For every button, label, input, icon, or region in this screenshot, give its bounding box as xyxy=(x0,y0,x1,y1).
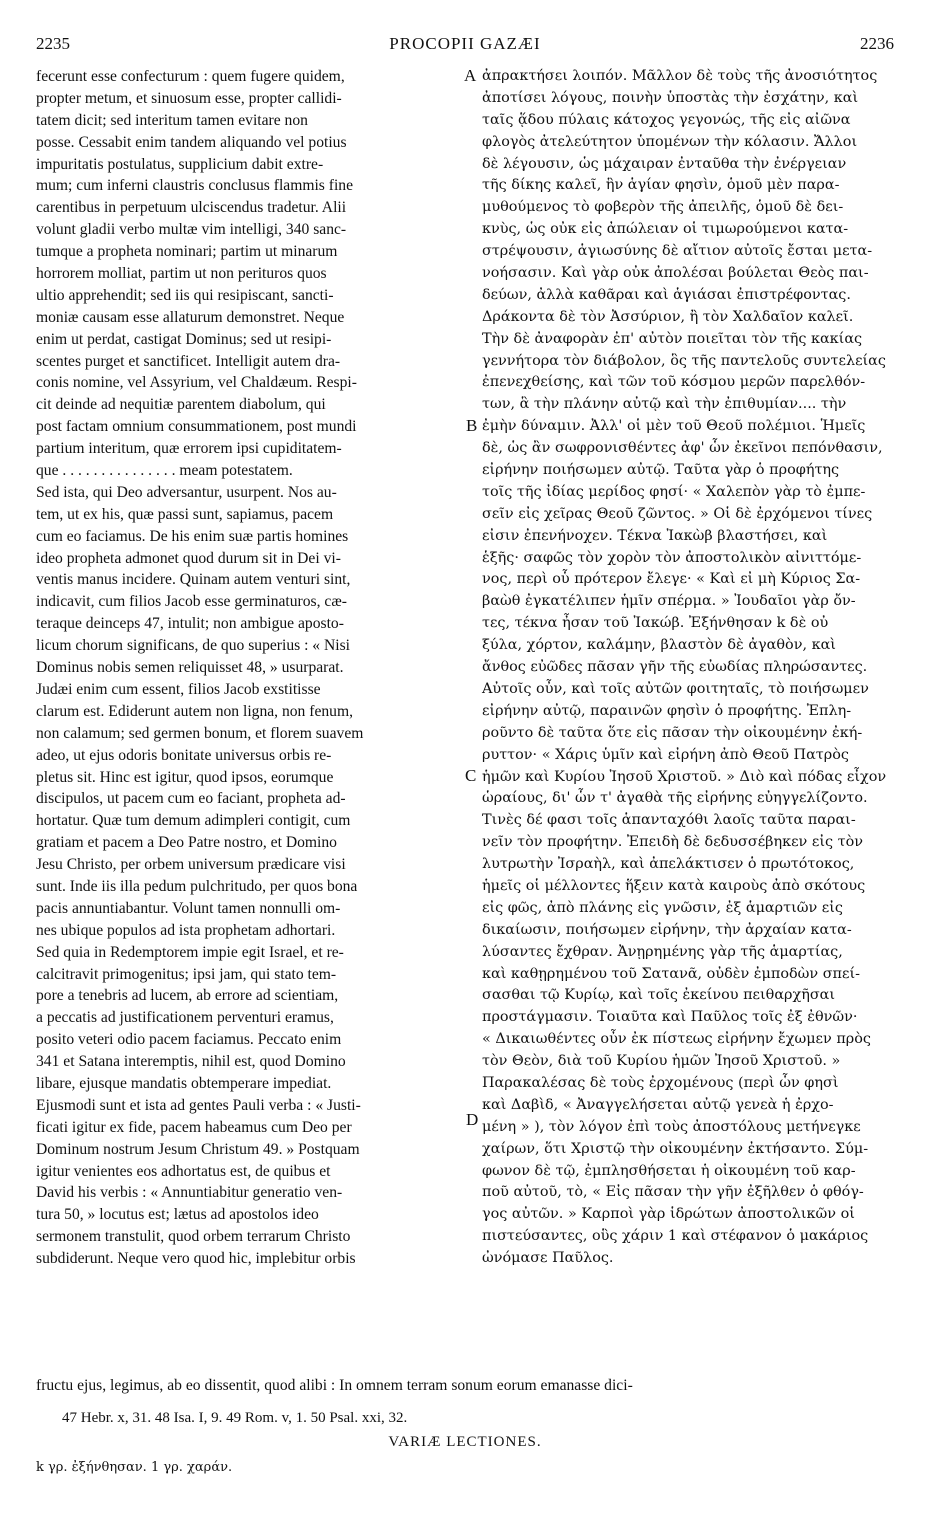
latin-text-line: Jesu Christo, per orbem universum prædicare visi xyxy=(36,856,346,874)
greek-text-line: Τινὲς δέ φασι τοῖς ἁπανταχόθι λαοῖς ταῦτα παραι- xyxy=(482,812,856,829)
latin-text-line: moniæ causam esse allaturum demonstret. Neque xyxy=(36,308,345,326)
latin-text-line: horrorem molliat, partim ut non perituros quos xyxy=(36,265,327,283)
latin-text-line: licum chorum significans, de quo superius : « Nisi xyxy=(36,637,350,655)
latin-text-line: posito veteri odio pacem faciamus. Peccato enim xyxy=(36,1031,342,1049)
greek-text-line: δικαίωσιν, ποιήσωμεν εἰρήνην, τὴν ἀρχαίαν κατα- xyxy=(482,921,852,938)
latin-text-line: sunt. Inde iis illa pedum pulchritudo, per quos bona xyxy=(36,877,358,895)
greek-text-line: ὠνόμασε Παῦλος. xyxy=(482,1250,614,1267)
latin-text-line: que . . . . . . . . . . . . . . . meam potestatem. xyxy=(36,462,293,480)
greek-text-line: ταῖς ᾅδου πύλαις κάτοχος γεγονώς, τῆς εἰς αἰῶνα xyxy=(482,111,851,128)
latin-text-line: Dominus nobis semen reliquisset 48, » usurparat. xyxy=(36,659,344,677)
greek-text-line: ἀπρακτήσει λοιπόν. Μᾶλλον δὲ τοὺς τῆς ἀνοσιότητος xyxy=(482,68,878,84)
greek-text-line: ποῦ αὐτοῦ, τὸ, « Εἰς πᾶσαν τὴν γῆν ἐξῆλθεν ὁ φθόγ- xyxy=(482,1184,864,1201)
latin-text-line: volunt gladii verbo multæ vim intelligi, 340 sanc- xyxy=(36,221,347,239)
latin-text-line: calcitravit primogenitus; ipsi jam, qui stato tem- xyxy=(36,965,337,983)
greek-text-line: στρέψουσιν, ἁγιωσύνης δὲ αἴτιον αὐτοῖς ἔσται μετα- xyxy=(482,243,873,260)
latin-text-line: subdiderunt. Neque vero quod hic, implebitur orbis xyxy=(36,1250,356,1268)
latin-text-line: cit deinde ad nequitiæ parentem diabolum, qui xyxy=(36,396,326,414)
latin-text-line: 341 et Satana interemptis, nihil est, quod Domino xyxy=(36,1053,346,1071)
latin-text-line: libare, ejusque mandatis obtemperare impediat. xyxy=(36,1074,332,1092)
greek-text-line: εἰρήνην ποιήσωμεν αὐτῷ. Ταῦτα γὰρ ὁ προφήτης xyxy=(482,462,840,479)
latin-text-line: tem, ut ex his, quæ passi sunt, sapiamus, pacem xyxy=(36,505,334,523)
latin-text-line: David his verbis : « Annuntiabitur generatio ven- xyxy=(36,1184,343,1202)
closing-line: fructu ejus, legimus, ab eo dissentit, quod alibi : In omnem terram sonum eorum emanasse dici- xyxy=(36,1377,633,1394)
footnotes: 47 Hebr. x, 31. 48 Isa. I, 9. 49 Rom. v, 1. 50 Psal. xxi, 32. xyxy=(62,1410,408,1426)
latin-text-line: discipulos, ut pacem cum eo faciant, propheta ad- xyxy=(36,790,346,808)
greek-text-line: νος, περὶ οὗ πρότερον ἔλεγε· « Καὶ εἰ μὴ Κύριος Σα- xyxy=(482,571,861,588)
greek-text-line: κνὺς, ὡς οὐκ εἰς ἀπώλειαν οἱ τιμωρούμενοι κατα- xyxy=(482,221,849,238)
variae-lectiones-heading: VARIÆ LECTIONES. xyxy=(388,1434,542,1450)
running-header xyxy=(36,34,894,58)
latin-text-line: adeo, ut ejus odoris bonitate universus orbis re- xyxy=(36,746,332,764)
greek-text-line: ἑξῆς· σαφῶς τὸν χορὸν τὸν ἀποστολικὸν αἰνιττόμε- xyxy=(482,549,862,566)
latin-text-line: igitur venientes eos adhortatus est, de quibus et xyxy=(36,1162,331,1180)
greek-text-line: μένη » ), τὸν λόγον ἐπὶ τοὺς ἀποστόλους μετήνεγκε xyxy=(482,1118,861,1135)
latin-text-line: pacis annuntiabantur. Volunt tamen nonnulli om- xyxy=(36,899,341,917)
margin-letter-b: B xyxy=(466,416,478,435)
latin-text-line: conis nomine, vel Assyrium, vel Chaldæum. Respi- xyxy=(36,374,357,392)
greek-text-line: ἀποτίσει λόγους, ποινὴν ὑποστὰς τὴν ἐσχάτην, καὶ xyxy=(482,89,859,106)
latin-text-line: pore a tenebris ad lucem, ab errore ad scientiam, xyxy=(36,987,339,1005)
greek-text-line: ἐμὴν δύναμιν. Ἀλλ' οἱ μὲν τοῦ Θεοῦ πολέμιοι. Ἡμεῖς xyxy=(482,418,866,435)
latin-text-line: Dominum nostrum Jesum Christum 49. » Postquam xyxy=(36,1140,360,1158)
greek-text-line: ἄνθος εὐῶδες πᾶσαν γῆν τῆς εὐωδίας πληρώσαντες. xyxy=(482,659,868,676)
latin-text-line: non calamum; sed germen bonum, et florem suavem xyxy=(36,724,364,742)
greek-text-line: φωνον δὲ τῷ, ἐμπλησθήσεται ἡ οἰκουμένη τοῦ καρ- xyxy=(482,1162,856,1179)
latin-text-line: tumque a propheta nominari; partim ut minarum xyxy=(36,243,338,261)
greek-text-line: Παρακαλέσας δὲ τοὺς ἐρχομένους (περὶ ὧν φησὶ xyxy=(482,1074,839,1091)
latin-text-line: ficati igitur ex fide, pacem habeamus cum Deo per xyxy=(36,1118,352,1136)
greek-text-line: τῆς δίκης καλεῖ, ἣν ἁγίαν φησὶν, ὁμοῦ μὲν παρα- xyxy=(482,177,840,194)
latin-text-line: indicavit, cum filios Jacob esse germinaturos, cæ- xyxy=(36,593,347,611)
latin-text-line: sermonem transtulit, quod orbem terrarum Christo xyxy=(36,1228,351,1246)
latin-text-line: posse. Cessabit enim tandem aliquando vel potius xyxy=(36,133,347,151)
greek-text-line: ξύλα, χόρτον, καλάμην, βλαστὸν δὲ ἀγαθὸν, καὶ xyxy=(482,637,836,654)
greek-text-line: ὡραίους, δι' ὧν τ' ἀγαθὰ τῆς εἰρήνης εὐηγγελίζοντο. xyxy=(482,790,868,807)
greek-text-line: τες, τέκνα ἦσαν τοῦ Ἰακώβ. Ἐξήνθησαν k δὲ οὐ xyxy=(482,615,829,632)
latin-text-line: a peccatis ad justificationem perventuri eramus, xyxy=(36,1009,334,1027)
greek-text-line: ροῦντο δὲ ταῦτα ὅτε εἰς πᾶσαν τὴν οἰκουμένην ἐκή- xyxy=(482,724,863,741)
greek-text-line: « Δικαιωθέντες οὖν ἐκ πίστεως εἰρήνην ἔχωμεν πρὸς xyxy=(482,1031,871,1048)
latin-text-line: partium interitum, quæ errorem ipsi cupiditatem- xyxy=(36,440,342,458)
greek-text-line: δὲ λέγουσιν, ὡς μάχαιραν ἐνταῦθα τὴν ἐνέργειαν xyxy=(482,155,847,172)
greek-text-line: νοήσασιν. Καὶ γὰρ οὐκ ἀπολέσαι βούλεται Θεὸς παι- xyxy=(482,265,869,282)
greek-text-line: εἰρήνην αὐτῷ, παραινῶν φησὶν ὁ προφήτης. Ἐπλη- xyxy=(482,702,852,719)
greek-text-line: γος αὐτῶν. » Καρποὶ γὰρ ἱδρώτων ἀποστολικῶν οἱ xyxy=(482,1206,855,1223)
greek-text-line: μυθούμενος τὸ φοβερὸν τῆς ἀπειλῆς, ὁμοῦ δὲ δει- xyxy=(482,199,844,216)
greek-text-line: ἡμεῖς οἱ μέλλοντες ἥξειν κατὰ καιροὺς ἀπὸ σκότους xyxy=(482,877,866,894)
greek-text-line: των, ἃ τὴν πλάνην αὐτῷ καὶ τὴν ἐπιθυμίαν.... τὴν xyxy=(482,396,847,413)
greek-text-line: καὶ καθῃρημένου τοῦ Σατανᾶ, οὐδὲν ἐμποδὼν σπεί- xyxy=(482,965,860,982)
latin-text-line: Judæi enim cum essent, filios Jacob exstitisse xyxy=(36,680,321,698)
margin-letter-c: C xyxy=(465,766,477,785)
greek-text-line: ρυττον· « Χάρις ὑμῖν καὶ εἰρήνη ἀπὸ Θεοῦ Πατρὸς xyxy=(482,746,849,763)
latin-text-line: post factam omnium consummationem, post mundi xyxy=(36,418,357,436)
greek-text-line: ἐπενεχθείσης, καὶ τῶν τοῦ κόσμου μερῶν παρελθόν- xyxy=(482,374,866,391)
latin-text-line: tura 50, » locutus est; lætus ad apostolos ideo xyxy=(36,1206,319,1224)
latin-text-line: clarum est. Ediderunt autem non ligna, non fenum, xyxy=(36,702,353,720)
greek-text-line: βαὼθ ἐγκατέλιπεν ἡμῖν σπέρμα. » Ἰουδαῖοι γὰρ ὄν- xyxy=(482,593,856,610)
latin-text-line: ventis manus incidere. Quinam autem venturi sint, xyxy=(36,571,351,589)
greek-text-line: νεῖν τὸν προφήτην. Ἐπειδὴ δὲ δεδυσσέβηκεν εἰς τὸν xyxy=(482,834,863,851)
latin-text-line: Sed quia in Redemptorem impie egit Israel, et re- xyxy=(36,943,344,961)
greek-text-line: λυτρωτὴν Ἰσραὴλ, καὶ ἀπελάκτισεν ὁ πρωτότοκος, xyxy=(482,856,855,873)
greek-text-line: εἰς φῶς, ἀπὸ πλάνης εἰς γνῶσιν, ἐξ ἁμαρτιῶν εἰς xyxy=(482,899,843,916)
greek-text-line: καὶ Δαβὶδ, « Ἀναγγελήσεται αὐτῷ γενεὰ ἡ ἐρχο- xyxy=(482,1096,834,1113)
greek-text-line: σασθαι τῷ Κυρίῳ, καὶ τοῖς ἐκείνου πειθαρχῆσαι xyxy=(482,987,836,1004)
greek-text-line: γεννήτορα τὸν διάβολον, ὃς τῆς παντελοῦς συντελείας xyxy=(482,352,886,369)
greek-text-line: Δράκοντα δὲ τὸν Ἀσσύριον, ἢ τὸν Χαλδαῖον καλεῖ. xyxy=(482,308,854,325)
margin-letter-d: D xyxy=(466,1110,479,1129)
variae-lectiones: k γρ. ἐξήνθησαν. 1 γρ. χαράν. xyxy=(36,1460,233,1475)
greek-text-line: πιστεύσαντες, οὓς χάριν 1 καὶ στέφανον ὁ μακάριος xyxy=(482,1228,869,1245)
latin-text-line: hortatur. Quæ tum demum adimpleri contigit, cum xyxy=(36,812,351,830)
latin-text-line: tatem dicit; sed interitum tamen evitare non xyxy=(36,111,308,129)
greek-text-line: τὸν Θεὸν, διὰ τοῦ Κυρίου ἡμῶν Ἰησοῦ Χριστοῦ. » xyxy=(482,1053,841,1070)
margin-letter-a: A xyxy=(464,66,477,85)
latin-text-line: Sed ista, qui Deo adversantur, usurpent. Nos au- xyxy=(36,483,337,501)
greek-text-line: σεῖν εἰς χεῖρας Θεοῦ ζῶντος. » Οἱ δὲ ἐρχόμενοι τίνες xyxy=(482,505,873,522)
latin-text-line: ultio apprehendit; sed iis qui resipiscant, sancti- xyxy=(36,286,334,304)
greek-text-line: χαίρων, ὅτι Χριστῷ τὴν οἰκουμένην ἐκτήσαντο. Σύμ- xyxy=(482,1140,869,1157)
page-number-left: 2235 xyxy=(36,34,70,53)
latin-text-line: nes ubique populos ad ista prophetam adhortari. xyxy=(36,921,336,939)
page-number-right: 2236 xyxy=(860,34,894,53)
latin-text-line: fecerunt esse confecturum : quem fugere quidem, xyxy=(36,68,345,85)
latin-text-line: propter metum, et sinuosum esse, propter callidi- xyxy=(36,89,342,107)
running-title: PROCOPII GAZÆI xyxy=(389,34,541,53)
latin-text-line: impuritatis postulatus, supplicium dabit extre- xyxy=(36,155,324,173)
latin-text-line: mum; cum inferni claustris conclusus flammis fine xyxy=(36,177,354,195)
greek-text-line: φλογὸς ἀτελεύτητον ὑπομένων τὴν κόλασιν. Ἄλλοι xyxy=(482,133,858,150)
latin-text-line: gratiam et pacem a Deo Patre nostro, et Domino xyxy=(36,834,337,852)
greek-text-line: τοῖς τῆς ἰδίας μερίδος φησί· « Χαλεπὸν γὰρ τὸ ἐμπε- xyxy=(482,483,866,500)
latin-column xyxy=(36,66,462,1270)
greek-text-line: δεύων, ἀλλὰ καθᾶραι καὶ ἁγιάσαι ἐπιστρέφοντας. xyxy=(482,286,851,303)
latin-text-line: teraque deinceps 47, intulit; non ambigue aposto- xyxy=(36,615,344,633)
latin-text-line: cum eo faciamus. De his enim suæ partis homines xyxy=(36,527,349,545)
greek-text-line: Αὐτοῖς οὖν, καὶ τοῖς αὐτῶν φοιτηταῖς, τὸ ποιήσωμεν xyxy=(482,680,869,697)
greek-column xyxy=(482,66,900,1270)
greek-text-line: ἡμῶν καὶ Κυρίου Ἰησοῦ Χριστοῦ. » Διὸ καὶ πόδας εἶχον xyxy=(482,768,887,785)
greek-text-line: προστάγμασιν. Τοιαῦτα καὶ Παῦλος τοῖς ἐξ ἐθνῶν· xyxy=(482,1009,858,1026)
latin-text-line: Ejusmodi sunt et ista ad gentes Pauli verba : « Justi- xyxy=(36,1096,361,1114)
latin-text-line: enim ut perdat, castigat Dominus; sed ut resipi- xyxy=(36,330,332,348)
greek-text-line: εἰσιν ἐπενήνοχεν. Τέκνα Ἰακὼβ βλαστήσει, καὶ xyxy=(482,527,828,544)
latin-text-line: pletus sit. Hinc est igitur, quod ipsos, eorumque xyxy=(36,768,334,786)
greek-text-line: δὲ, ὡς ἂν σωφρονισθέντες ἀφ' ὧν ἐκεῖνοι πεπόνθασιν, xyxy=(482,440,883,457)
latin-text-line: carentibus in perpetuum ulciscendus tradetur. Alii xyxy=(36,199,347,217)
latin-text-line: scentes purget et sanctificet. Intelligit autem dra- xyxy=(36,352,341,370)
greek-text-line: λύσαντες ἔχθραν. Ἀνῃρημένης γὰρ τῆς ἁμαρτίας, xyxy=(482,943,843,960)
latin-text-line: ideo propheta admonet quod durum sit in Dei vi- xyxy=(36,549,341,567)
greek-text-line: Τὴν δὲ ἀναφορὰν ἐπ' αὐτὸν ποιεῖται τὸν τῆς κακίας xyxy=(482,330,863,347)
